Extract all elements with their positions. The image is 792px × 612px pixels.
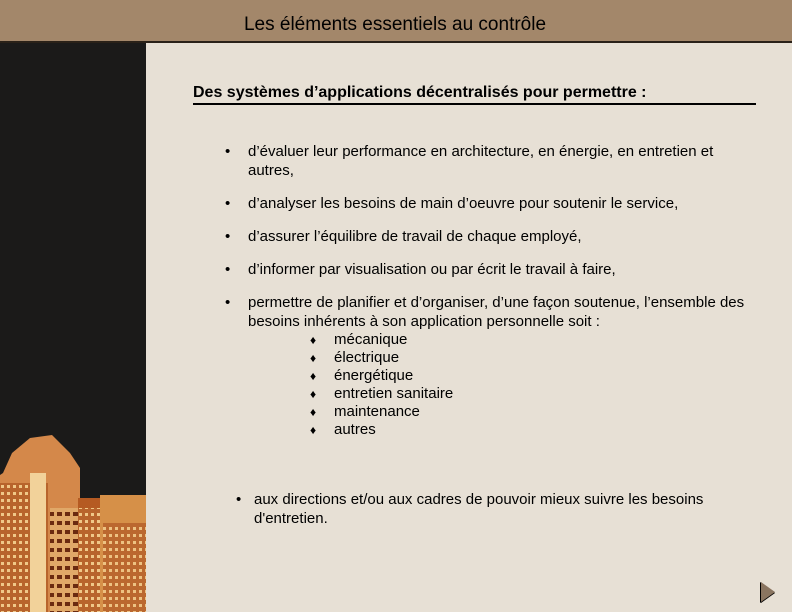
bullet-icon: • xyxy=(236,491,242,508)
final-bullet-text: aux directions et/ou aux cadres de pouvoir mieux suivre les besoins d'entretien. xyxy=(254,491,704,527)
list-item xyxy=(222,142,762,180)
bullet-icon: • xyxy=(225,143,231,160)
diamond-bullet-icon: ♦ xyxy=(310,405,317,419)
bullet-icon: • xyxy=(225,195,231,212)
header-bar xyxy=(0,0,792,43)
sidebar-skyline-image xyxy=(0,43,146,612)
next-slide-triangle-icon[interactable] xyxy=(761,582,775,602)
sub-item-text: électrique xyxy=(334,349,400,366)
bullet-list xyxy=(222,142,762,453)
diamond-bullet-icon: ♦ xyxy=(310,423,317,437)
sub-list-item xyxy=(310,385,762,403)
sub-item-text: autres xyxy=(334,421,376,438)
sub-item-text: énergétique xyxy=(334,367,414,384)
sub-list xyxy=(248,331,762,439)
sub-item-text: entretien sanitaire xyxy=(334,385,454,402)
section-subtitle: Des systèmes d’applications décentralisés pour permettre : xyxy=(193,84,756,105)
diamond-bullet-icon: ♦ xyxy=(310,369,317,383)
slide-title xyxy=(0,14,792,36)
buildings-illustration xyxy=(0,43,146,612)
list-item-text: permettre de planifier et d’organiser, d’une façon soutenue, l’ensemble des besoins inhérents à son application personnelle soit : xyxy=(248,294,745,330)
list-item xyxy=(222,260,762,279)
list-item xyxy=(222,293,762,439)
list-item xyxy=(222,227,762,246)
sub-list-item xyxy=(310,367,762,385)
final-bullet xyxy=(232,490,774,528)
bullet-icon: • xyxy=(225,228,231,245)
bullet-icon: • xyxy=(225,294,231,311)
sub-item-text: maintenance xyxy=(334,403,420,420)
diamond-bullet-icon: ♦ xyxy=(310,351,317,365)
diamond-bullet-icon: ♦ xyxy=(310,387,317,401)
list-item-text: d’analyser les besoins de main d’oeuvre pour soutenir le service, xyxy=(248,195,679,212)
bullet-icon: • xyxy=(225,261,231,278)
sub-list-item xyxy=(310,331,762,349)
list-item-text: d’évaluer leur performance en architecture, en énergie, en entretien et autres, xyxy=(248,143,714,179)
sub-list-item xyxy=(310,349,762,367)
list-item xyxy=(222,194,762,213)
list-item-text: d’informer par visualisation ou par écrit le travail à faire, xyxy=(248,261,616,278)
list-item-text: d’assurer l’équilibre de travail de chaque employé, xyxy=(248,228,582,245)
diamond-bullet-icon: ♦ xyxy=(310,333,317,347)
sub-item-text: mécanique xyxy=(334,331,408,348)
sub-list-item xyxy=(310,403,762,421)
slide-title-text: Les éléments essentiels au contrôle xyxy=(243,14,547,35)
sub-list-item xyxy=(310,421,762,439)
